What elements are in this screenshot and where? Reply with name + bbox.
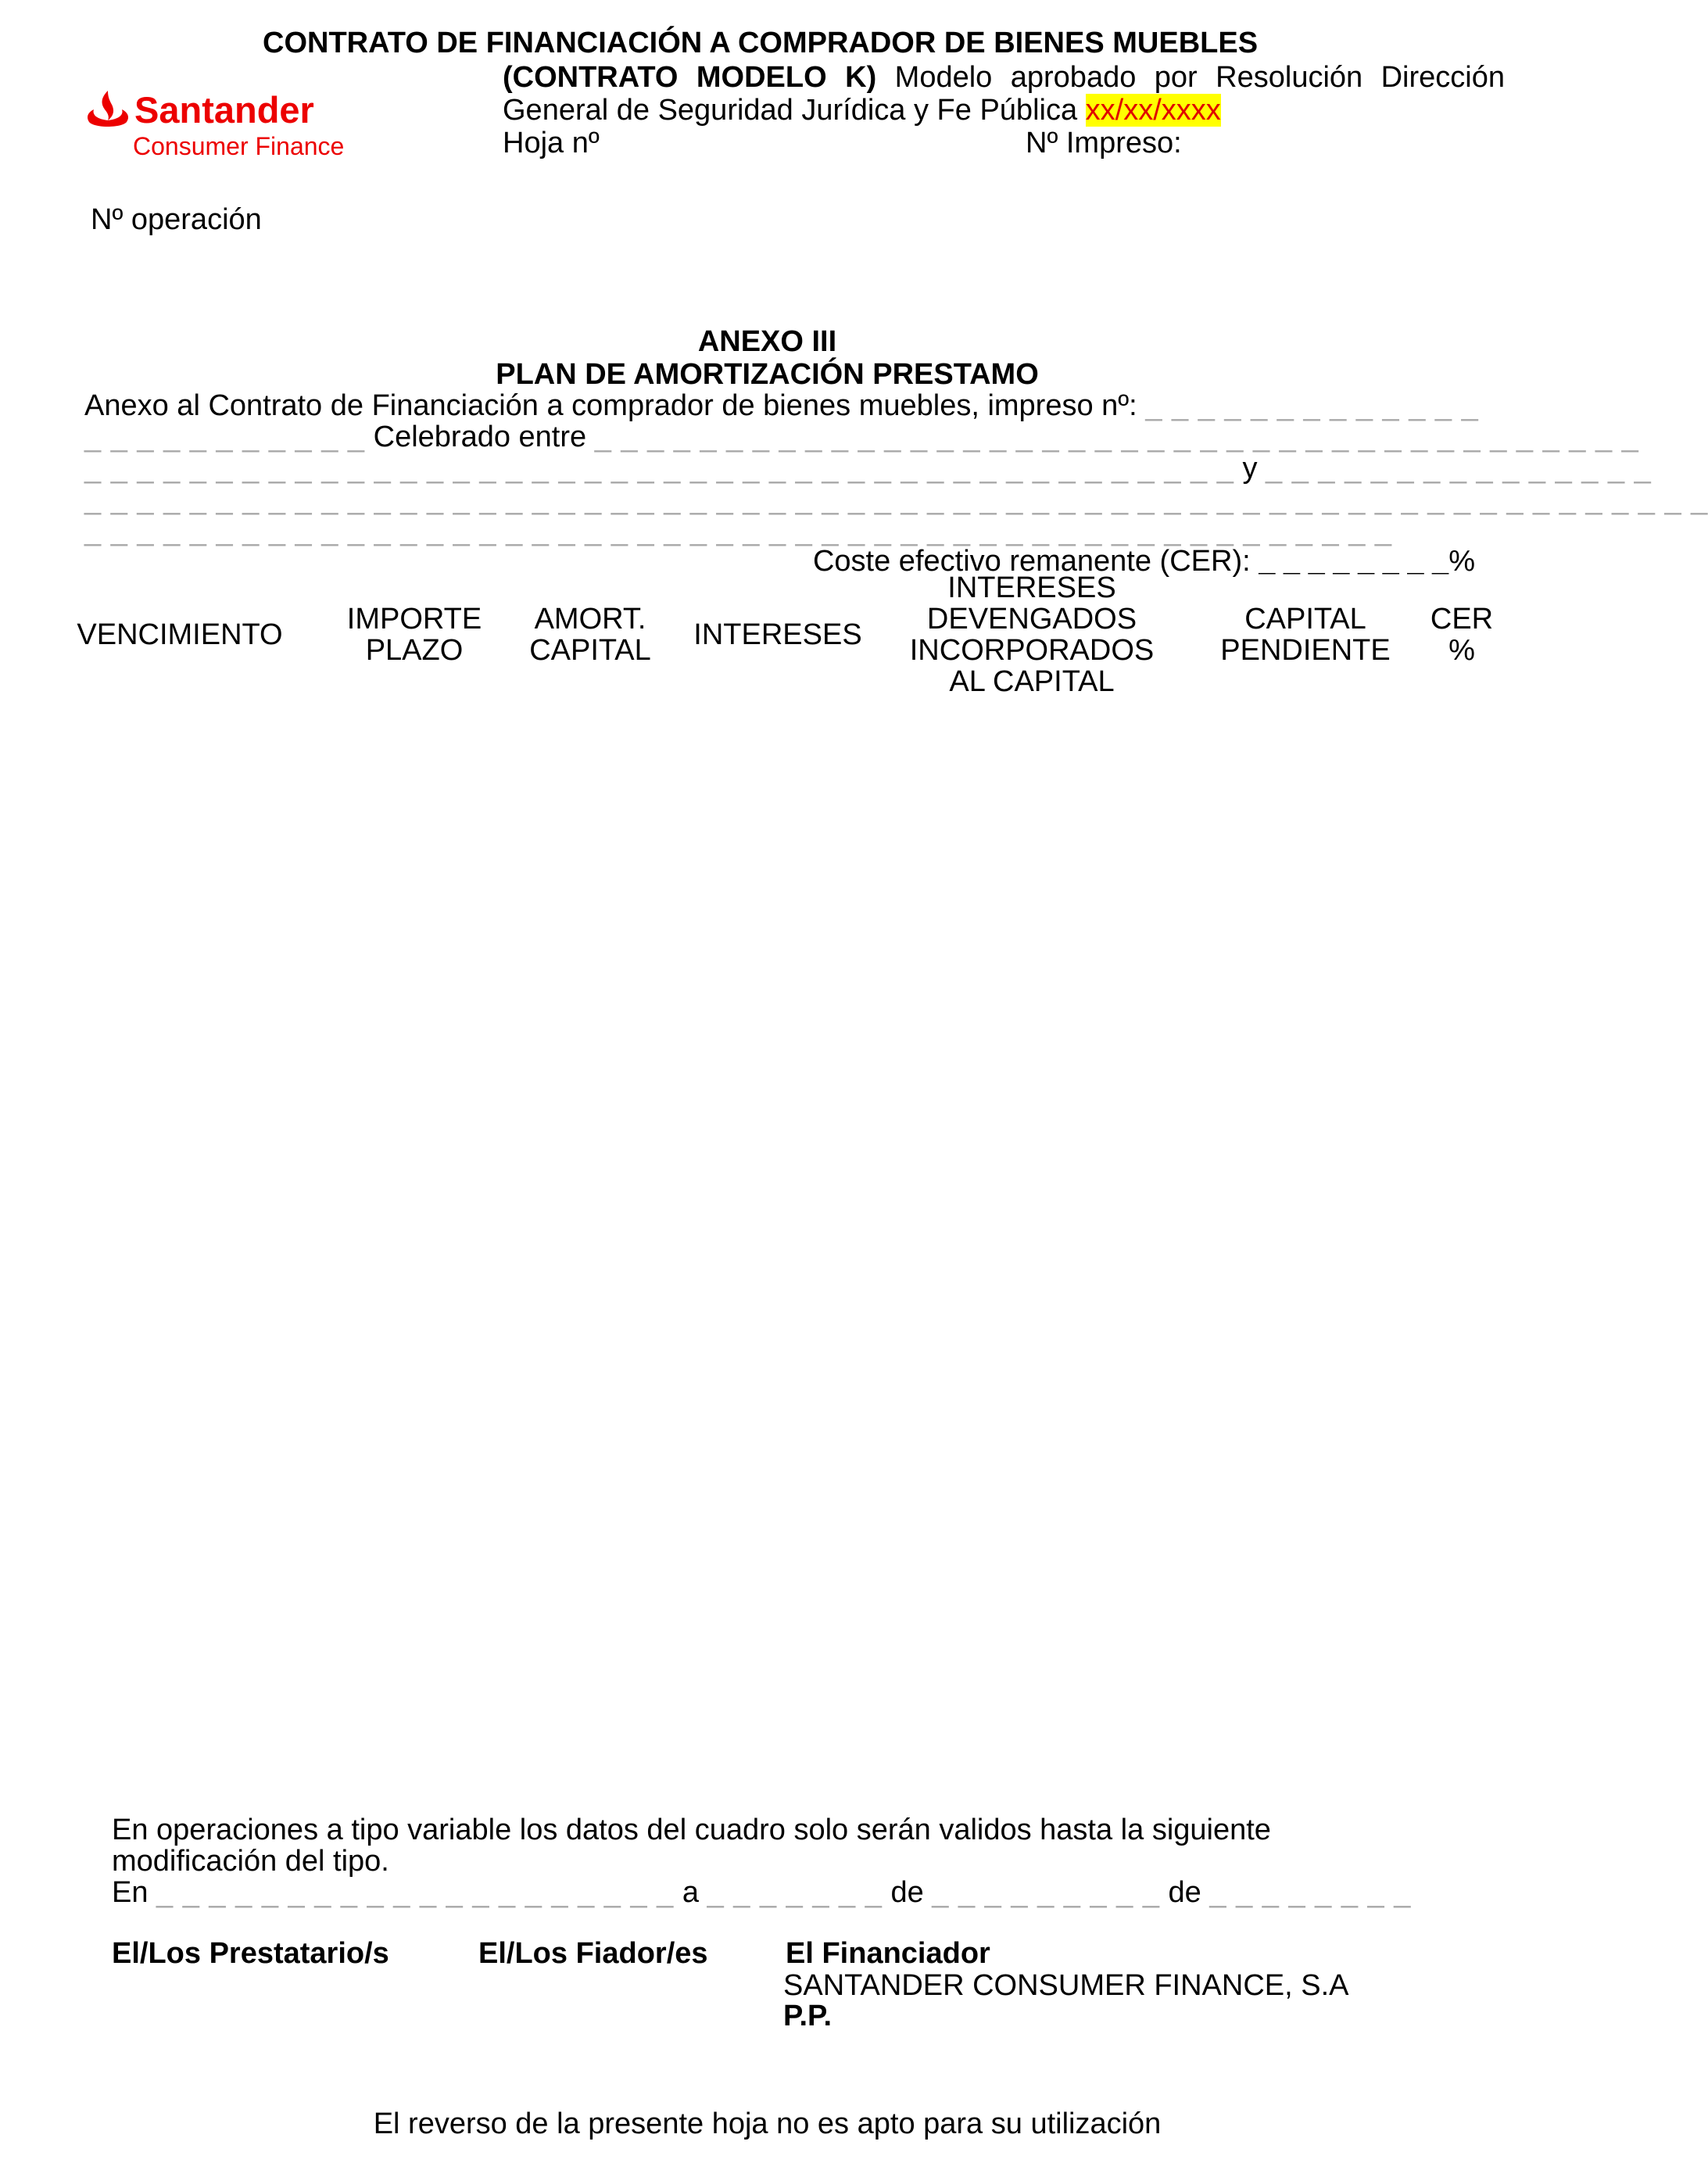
brand-name: Santander bbox=[134, 89, 314, 131]
flame-icon bbox=[84, 89, 131, 130]
parties-blank-3: _ _ _ _ _ _ _ _ _ _ _ _ _ _ _ bbox=[1266, 452, 1652, 485]
borrower-signature-label: El/Los Prestatario/s bbox=[112, 1937, 389, 1970]
col-capital-pendiente bbox=[1192, 603, 1419, 666]
col-capital-line-1: CAPITAL bbox=[1244, 603, 1366, 636]
col-devengados-line-3: INCORPORADOS bbox=[909, 634, 1155, 667]
day-blank: _ _ _ _ _ _ _ bbox=[707, 1876, 883, 1909]
parties-blank-5: _ _ _ _ _ _ _ _ _ _ _ _ _ _ _ _ _ _ _ _ _ _ _ _ _ _ _ _ _ _ _ _ _ _ _ _ _ _ _ _ _ _ _ _ _ _ _ _ _ _ bbox=[84, 514, 1393, 547]
month-label: de bbox=[890, 1876, 924, 1909]
print-number-blank: _ _ _ _ _ _ _ _ _ _ _ _ _ bbox=[1145, 389, 1479, 422]
annex-intro: Anexo al Contrato de Financiación a comprador de bienes muebles, impreso nº: bbox=[84, 389, 1137, 422]
col-devengados-line-4: AL CAPITAL bbox=[949, 665, 1115, 698]
col-cer-line-1: CER bbox=[1430, 603, 1494, 636]
and-label: y bbox=[1242, 452, 1258, 485]
approval-line bbox=[503, 94, 1221, 127]
reverse-notice: El reverso de la presente hoja no es apto para su utilización bbox=[373, 2107, 1162, 2140]
print-number-label: Nº Impreso: bbox=[1026, 127, 1182, 159]
parties-blank-4: _ _ _ _ _ _ _ _ _ _ _ _ _ _ _ _ _ _ _ _ _ _ _ _ _ _ _ _ _ _ _ _ _ _ _ _ _ _ _ _ _ _ _ _ _ _ _ _ _ _ _ _ _ _ _ _ _ _ _ _ _ _ bbox=[84, 483, 1708, 516]
blank-field: _ _ _ _ _ _ _ _ _ _ _ bbox=[84, 421, 366, 453]
operation-number-label: Nº operación bbox=[91, 203, 262, 236]
col-intereses-devengados bbox=[891, 572, 1173, 697]
place-blank: _ _ _ _ _ _ _ _ _ _ _ _ _ _ _ _ _ _ _ _ bbox=[156, 1876, 675, 1909]
col-importe-line-1: IMPORTE bbox=[346, 603, 482, 636]
model-line bbox=[503, 61, 1505, 94]
financier-company: SANTANDER CONSUMER FINANCE, S.A bbox=[783, 1969, 1349, 2002]
annex-intro-line bbox=[84, 389, 1479, 422]
cer-blank: _ _ _ _ _ _ _ _ bbox=[1259, 545, 1449, 578]
col-amort-line-1: AMORT. bbox=[534, 603, 646, 636]
cer-label: Coste efectivo remanente (CER): bbox=[812, 545, 1251, 578]
cer-percent: % bbox=[1448, 545, 1475, 578]
place-label: En bbox=[112, 1876, 149, 1909]
approval-date: xx/xx/xxxx bbox=[1085, 94, 1221, 127]
col-devengados-line-2: DEVENGADOS bbox=[926, 603, 1137, 636]
parties-blank-2: _ _ _ _ _ _ _ _ _ _ _ _ _ _ _ _ _ _ _ _ _ _ _ _ _ _ _ _ _ _ _ _ _ _ _ _ _ _ _ _ _ _ _ _ bbox=[84, 452, 1234, 485]
variable-rate-note-2: modificación del tipo. bbox=[112, 1845, 389, 1878]
year-label: de bbox=[1168, 1876, 1201, 1909]
col-importe-plazo bbox=[328, 603, 500, 666]
col-cer bbox=[1415, 603, 1509, 666]
document-title: CONTRATO DE FINANCIACIÓN A COMPRADOR DE BIENES MUEBLES bbox=[263, 27, 1259, 59]
model-code: (CONTRATO MODELO K) bbox=[503, 61, 877, 94]
sheet-number-label: Hoja nº bbox=[503, 127, 600, 159]
col-vencimiento-line: VENCIMIENTO bbox=[77, 618, 283, 651]
col-amort-capital bbox=[504, 603, 676, 666]
col-intereses-line: INTERESES bbox=[693, 618, 862, 651]
financier-signature-label: El Financiador bbox=[786, 1937, 990, 1970]
col-intereses bbox=[680, 619, 875, 650]
year-blank: _ _ _ _ _ _ _ _ bbox=[1209, 1876, 1412, 1909]
col-vencimiento bbox=[66, 619, 293, 650]
brand-subtitle: Consumer Finance bbox=[133, 132, 345, 160]
variable-rate-note-1: En operaciones a tipo variable los datos del cuadro solo serán validos hasta la siguiente bbox=[112, 1814, 1271, 1846]
annex-number: ANEXO III bbox=[697, 325, 837, 358]
col-importe-line-2: PLAZO bbox=[365, 634, 464, 667]
day-label: a bbox=[682, 1876, 700, 1909]
parties-line-3 bbox=[84, 483, 1708, 516]
parties-line-1 bbox=[84, 421, 1639, 453]
model-approval: Modelo aprobado por Resolución Dirección bbox=[894, 61, 1505, 94]
col-amort-line-2: CAPITAL bbox=[529, 634, 651, 667]
col-capital-line-2: PENDIENTE bbox=[1220, 634, 1391, 667]
parties-blank-1: _ _ _ _ _ _ _ _ _ _ _ _ _ _ _ _ _ _ _ _ _ _ _ _ _ _ _ _ _ _ _ _ _ _ _ _ _ _ _ _ bbox=[594, 421, 1639, 453]
col-devengados-line-1: INTERESES bbox=[947, 571, 1116, 604]
guarantor-signature-label: El/Los Fiador/es bbox=[478, 1937, 708, 1970]
month-blank: _ _ _ _ _ _ _ _ _ bbox=[932, 1876, 1160, 1909]
parties-line-2 bbox=[84, 452, 1652, 485]
annex-title: PLAN DE AMORTIZACIÓN PRESTAMO bbox=[496, 358, 1039, 391]
celebrated-between-label: Celebrado entre bbox=[373, 421, 587, 453]
parties-line-4 bbox=[84, 514, 1392, 547]
per-procuration: P.P. bbox=[783, 2000, 833, 2032]
col-cer-line-2: % bbox=[1448, 634, 1475, 667]
approval-authority: General de Seguridad Jurídica y Fe Pública bbox=[503, 94, 1078, 127]
place-date-line bbox=[112, 1876, 1411, 1909]
